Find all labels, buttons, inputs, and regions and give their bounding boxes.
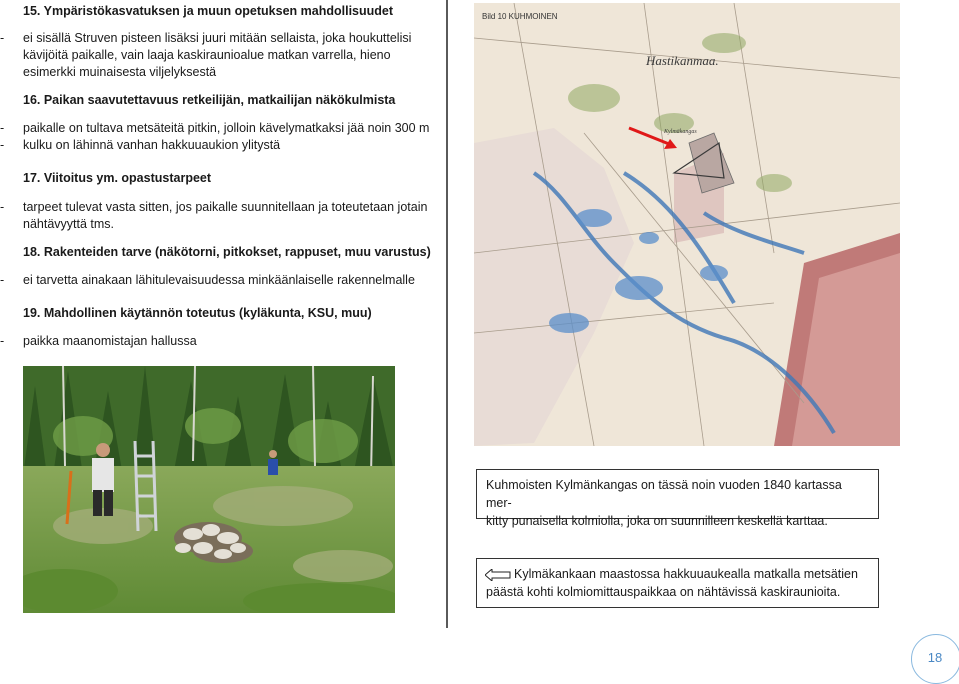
section-16-list <box>0 120 440 154</box>
section-17-line: nähtävyyttä tms. <box>23 217 115 231</box>
section-19-list <box>0 333 440 350</box>
section-15-line: ei sisällä Struven pisteen lisäksi juuri mitään sellaista, joka houkuttelisi <box>23 31 412 45</box>
map-small-label: Kylmäkangas <box>664 129 697 135</box>
map-place-label: Hastikanmaa. <box>646 53 719 68</box>
bullet-dash: - <box>0 273 5 287</box>
photo-caption <box>476 558 879 608</box>
section-16-item: kulku on lähinnä vanhan hakkuuaukion ylitystä <box>23 138 281 152</box>
bullet-dash: - <box>0 31 5 45</box>
caption-line: Kuhmoisten Kylmänkangas on tässä noin vuoden 1840 kartassa mer- <box>486 478 842 510</box>
section-16-item: paikalle on tultava metsäteitä pitkin, jolloin kävelymatkaksi jää noin 300 m <box>23 121 430 135</box>
left-arrow-icon <box>485 568 511 586</box>
bullet-dash: - <box>0 334 5 348</box>
forest-clearing-photo <box>23 366 395 613</box>
section-15-line: kävijöitä paikalle, vain laaja kaskiraunioalue matkan varrella, hieno <box>23 48 391 62</box>
map-sheet-label: Bild 10 KUHMOINEN <box>482 12 558 21</box>
caption-line: Kylmäkankaan maastossa hakkuuaukealla matkalla metsätien <box>514 567 858 581</box>
section-17-list <box>0 199 440 233</box>
page-number-badge <box>911 634 959 684</box>
column-divider <box>446 0 448 628</box>
section-18-list <box>0 272 440 289</box>
page-number: 18 <box>927 650 943 665</box>
section-17-line: tarpeet tulevat vasta sitten, jos paikalle suunnitellaan ja toteutetaan jotain <box>23 200 428 214</box>
section-15-list <box>0 30 440 81</box>
list-item <box>0 137 440 154</box>
caption-line: päästä kohti kolmiomittauspaikkaa on nähtävissä kaskiraunioita. <box>486 585 841 599</box>
section-16-heading: 16. Paikan saavutettavuus retkeilijän, matkailijan näkökulmista <box>23 93 396 107</box>
bullet-dash: - <box>0 200 5 214</box>
section-19-item: paikka maanomistajan hallussa <box>23 334 197 348</box>
section-15-line: esimerkki muinaisesta viljelyksestä <box>23 65 217 79</box>
section-18-heading: 18. Rakenteiden tarve (näkötorni, pitkokset, rappuset, muu varustus) <box>23 245 431 259</box>
section-15-heading: 15. Ympäristökasvatuksen ja muun opetuksen mahdollisuudet <box>23 4 394 18</box>
section-18-item: ei tarvetta ainakaan lähitulevaisuudessa minkäänlaiselle rakennelmalle <box>23 273 415 287</box>
historical-map-1840 <box>474 3 900 446</box>
bullet-dash: - <box>0 121 5 135</box>
bullet-dash: - <box>0 138 5 152</box>
list-item <box>0 120 440 137</box>
section-19-heading: 19. Mahdollinen käytännön toteutus (kyläkunta, KSU, muu) <box>23 306 372 320</box>
caption-line: kitty punaisella kolmiolla, joka on suunnilleen keskellä karttaa. <box>486 514 828 528</box>
section-17-heading: 17. Viitoitus ym. opastustarpeet <box>23 171 212 185</box>
map-caption <box>476 469 879 528</box>
